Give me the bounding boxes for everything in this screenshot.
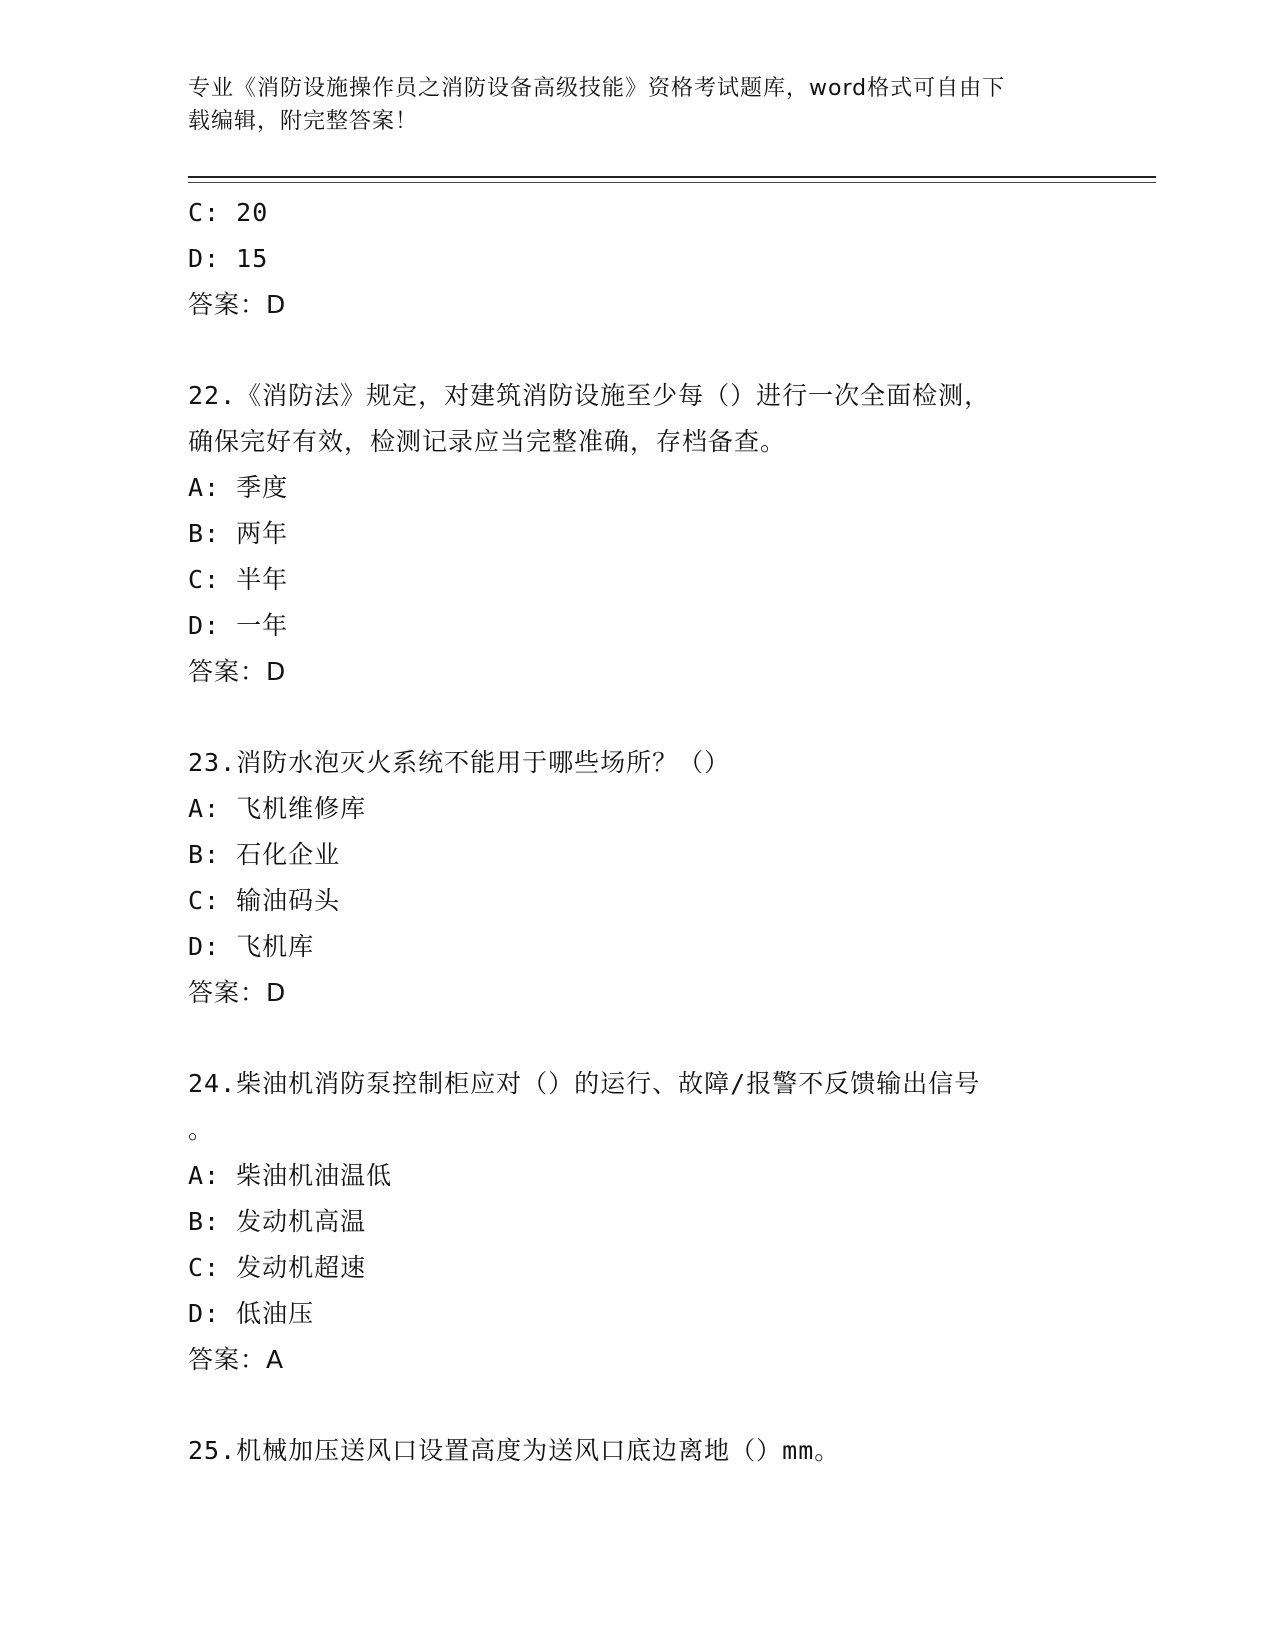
spacer xyxy=(188,1016,1088,1061)
answer-line: 答案：A xyxy=(188,1345,285,1374)
option-b: B: 石化企业 xyxy=(188,840,341,869)
question-23 xyxy=(188,740,1088,1016)
header-line-1: 专业《消防设施操作员之消防设备高级技能》资格考试题库，word格式可自由下 xyxy=(188,76,1006,101)
question-text-line-2: 确保完好有效，检测记录应当完整准确，存档备查。 xyxy=(188,427,787,456)
option-c: C: 半年 xyxy=(188,565,289,594)
header-divider-thick xyxy=(188,176,1156,178)
question-text-line-1: 22.《消防法》规定，对建筑消防设施至少每（）进行一次全面检测， xyxy=(188,381,991,410)
option-a: A: 季度 xyxy=(188,473,289,502)
option-d: D: 一年 xyxy=(188,611,289,640)
answer-line: 答案：D xyxy=(188,657,287,686)
question-25 xyxy=(188,1428,1088,1474)
question-24 xyxy=(188,1061,1088,1383)
question-text-line-1: 24.柴油机消防泵控制柜应对（）的运行、故障/报警不反馈输出信号 xyxy=(188,1069,981,1098)
option-d: D: 15 xyxy=(188,244,269,273)
header-divider-thin xyxy=(188,182,1156,183)
option-b: B: 发动机高温 xyxy=(188,1207,367,1236)
option-b: B: 两年 xyxy=(188,519,289,548)
option-c: C: 输油码头 xyxy=(188,886,341,915)
spacer xyxy=(188,328,1088,373)
question-text-line-1: 23.消防水泡灭火系统不能用于哪些场所？（） xyxy=(188,748,731,777)
option-c: C: 发动机超速 xyxy=(188,1253,367,1282)
option-d: D: 飞机库 xyxy=(188,932,315,961)
partial-question xyxy=(188,190,1088,328)
document-header xyxy=(188,72,1078,138)
question-list xyxy=(188,190,1088,1474)
option-a: A: 飞机维修库 xyxy=(188,794,367,823)
answer-line: 答案：D xyxy=(188,978,287,1007)
question-22 xyxy=(188,373,1088,695)
header-line-2: 载编辑，附完整答案！ xyxy=(188,109,419,134)
spacer xyxy=(188,1383,1088,1428)
spacer xyxy=(188,695,1088,740)
option-a: A: 柴油机油温低 xyxy=(188,1161,393,1190)
question-text-line-2: 。 xyxy=(188,1115,215,1144)
question-text-line-1: 25.机械加压送风口设置高度为送风口底边离地（）mm。 xyxy=(188,1436,841,1465)
answer-line: 答案：D xyxy=(188,290,287,319)
option-c: C: 20 xyxy=(188,198,269,227)
option-d: D: 低油压 xyxy=(188,1299,315,1328)
